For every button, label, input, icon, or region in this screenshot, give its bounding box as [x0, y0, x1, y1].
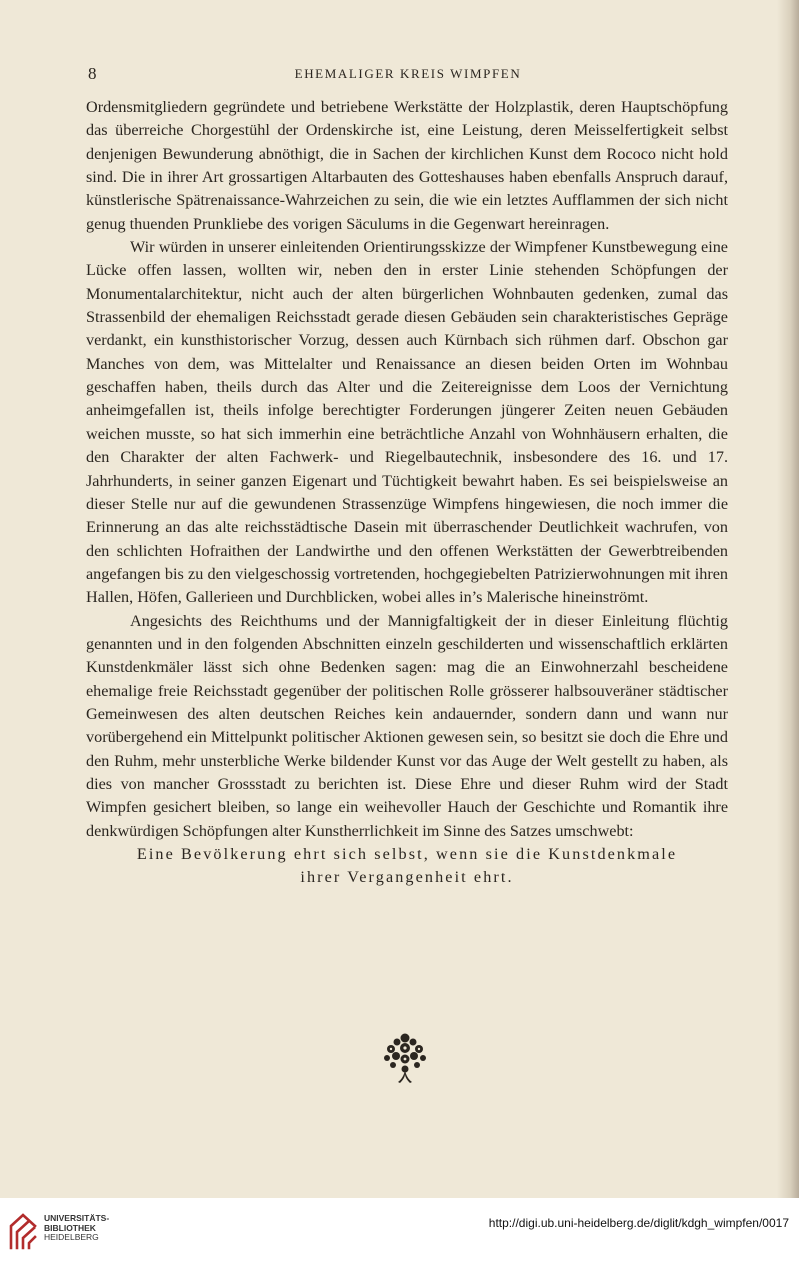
library-name-line-2: BIBLIOTHEK — [44, 1222, 96, 1233]
body-text — [86, 96, 728, 890]
paragraph-3: Angesichts des Reichthums und der Mannigfaltigkeit der in dieser Einleitung flüchtig genannten und in den folgenden Abschnitten einzeln geschilderten und wissenschaftlich erklärten Kunstdenkmäler lässt sich ohne Bedenken sagen: mag die an Einwohnerzahl bescheidene ehemalige freie Reichsstadt gegenüber der politischen Rolle grösserer halbsouveräner städtischer Gemeinwesen des alten deutschen Reiches kein andauernder, sondern dann und wann nur vorübergehend ein Mittelpunkt politischer Aktionen gewesen sein, so besitzt sie doch die Ehre und den Ruhm, mehr unsterbliche Werke bildender Kunst vor das Auge der Welt gestellt zu haben, als dies von mancher Grossstadt zu berichten ist. Diese Ehre und dieser Ruhm wird der Stadt Wimpfen gesichert bleiben, so lange ein weihevoller Hauch der Geschichte und Romantik ihre denkwürdigen Schöpfungen alter Kunstherrlichkeit im Sinne des Satzes umschwebt: — [86, 611, 728, 840]
paragraph-2: Wir würden in unserer einleitenden Orientirungsskizze der Wimpfener Kunstbewegung eine Lücke offen lassen, wollten wir, neben den in erster Linie stehenden Schöpfungen der Monumentalarchitektur, nicht auch der alten bürgerlichen Wohnbauten gedenken, zumal das Strassenbild der ehemaligen Reichsstadt gerade diesen Gebäuden sein charakteristisches Gepräge verdankt, ein kunsthistorischer Vorzug, dessen auch Kürnbach sich rühmen darf. Obschon gar Manches von dem, was Mittelalter und Renaissance an diesen beiden Orten im Wohnbau geschaffen haben, theils durch das Alter und die Zeitereignisse dem Loos der Vernichtung anheimgefallen ist, theils infolge berechtigter Forderungen jüngerer Zeiten neuen Gebäuden weichen musste, so hat sich immerhin eine beträchtliche Anzahl von Wohnhäusern erhalten, die den Charakter der alten Fachwerk- und Riegelbautechnik, insbesondere des 16. und 17. Jahrhunderts, in seiner ganzen Eigenart und Tüchtigkeit bewahrt haben. Es sei beispielsweise an dieser Stelle nur auf die gewundenen Strassenzüge Wimpfens hingewiesen, die noch immer die Erinnerung an das alte reichsstädtische Dasein mit überraschender Deutlichkeit wachrufen, von den schlichten Hofraithen der Landwirthe und den offenen Werkstätten der Gewerbtreibenden angefangen bis zu den vielgeschossig vortretenden, hochgegiebelten Patrizierwohnungen mit ihren Hallen, Höfen, Gallerieen und Durchblicken, wobei alles in’s Malerische hineinströmt. — [86, 238, 728, 607]
page-number: 8 — [88, 64, 97, 83]
fleuron-ornament-icon — [383, 1032, 427, 1084]
viewer-footer — [0, 1198, 799, 1262]
permalink-url[interactable]: http://digi.ub.uni-heidelberg.de/diglit/kdgh_wimpfen/0017 — [488, 1216, 789, 1230]
running-head — [88, 64, 728, 88]
motto-line-1: Eine Bevölkerung ehrt sich selbst, wenn sie die Kunstdenkmale — [136, 845, 678, 863]
university-library-logo-icon[interactable] — [8, 1212, 38, 1250]
motto-line-2: ihrer Vergangenheit ehrt. — [300, 868, 514, 887]
paragraph-1: Ordensmitgliedern gegründete und betriebene Werkstätte der Holzplastik, deren Hauptschöpfung das überreiche Chorgestühl der Ordenskirche ist, eine Leistung, deren Meisselfertigkeit selbst denjenigen Bewunderung abnöthigt, die in Sachen der kirchlichen Kunst dem Rococo nicht hold sind. Die in ihrer Art grossartigen Altarbauten des Gotteshauses haben ebenfalls Anspruch darauf, künstlerische Spätrenaissance-Wahrzeichen zu sein, die wie ein letztes Aufflammen der sich nicht genug thuenden Prunkliebe des vorigen Säculums in die Gegenwart hereinragen. — [86, 98, 728, 233]
running-title: EHEMALIGER KREIS WIMPFEN — [294, 66, 522, 81]
page-edge-shadow — [777, 0, 799, 1198]
library-name — [44, 1214, 109, 1243]
library-name-line-3: HEIDELBERG — [44, 1232, 99, 1242]
library-name-line-1: UNIVERSITÄTS- — [44, 1213, 110, 1223]
